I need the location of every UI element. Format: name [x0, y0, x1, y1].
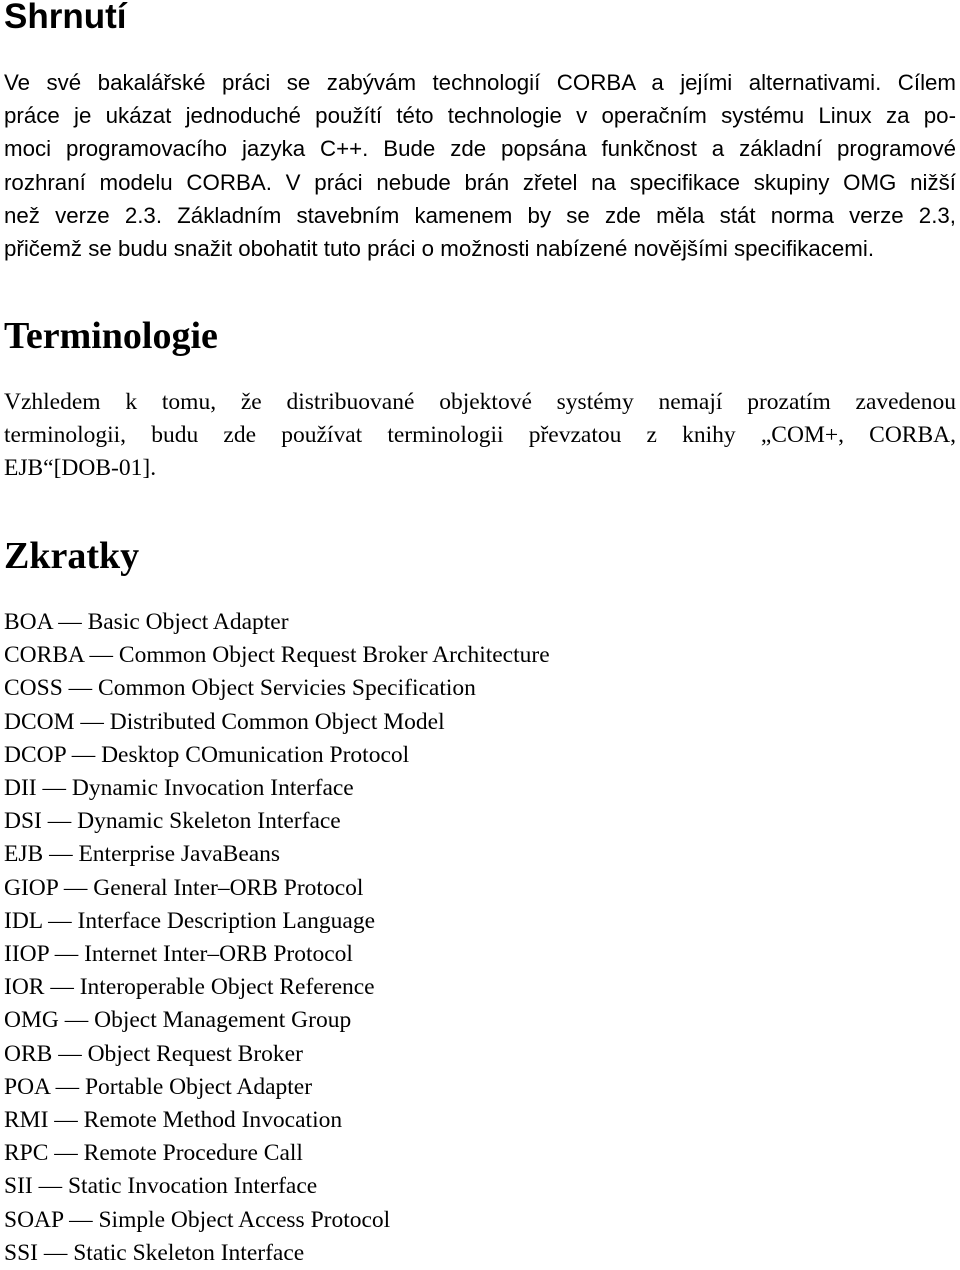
abbreviation-meaning: Interoperable Object Reference [79, 974, 375, 1001]
abbreviation-item [4, 639, 550, 672]
abbreviation-separator: — [63, 874, 88, 901]
summary-heading: Shrnutí [4, 0, 127, 36]
abbreviation-separator: — [89, 642, 114, 669]
abbreviation-term: IDL [4, 907, 43, 934]
abbreviation-separator: — [50, 974, 74, 1001]
abbreviation-item [4, 739, 550, 772]
abbreviation-meaning: Enterprise JavaBeans [78, 841, 281, 868]
abbreviation-meaning: General Inter–ORB Protocol [93, 874, 364, 901]
summary-line: práce je ukázat jednoduché použítí této technologie v operačním systému Linux za po- [4, 103, 956, 129]
abbreviation-separator: — [68, 675, 93, 702]
abbreviation-meaning: Common Object Servicies Specification [98, 675, 476, 702]
abbreviation-item [4, 1104, 550, 1137]
abbreviation-term: RPC [4, 1140, 49, 1167]
terminology-heading: Terminologie [4, 315, 218, 357]
abbreviation-item [4, 1071, 550, 1104]
abbreviation-separator: — [38, 1173, 63, 1200]
abbreviation-separator: — [71, 741, 96, 768]
abbreviation-meaning: Static Skeleton Interface [73, 1239, 305, 1266]
abbreviation-term: SOAP [4, 1206, 64, 1233]
abbreviation-item [4, 1038, 550, 1071]
abbreviation-item [4, 1004, 550, 1037]
abbreviation-item [4, 772, 550, 805]
abbreviation-term: BOA [4, 609, 53, 635]
abbreviation-separator: — [43, 1239, 68, 1266]
summary-line: než verze 2.3. Základním stavebním kamenem by se zde měla stát norma verze 2.3, [4, 202, 956, 228]
abbreviation-separator: — [54, 1140, 78, 1167]
abbreviation-term: COSS [4, 675, 63, 702]
abbreviation-term: DCOP [4, 741, 66, 768]
abbreviation-separator: — [42, 775, 66, 802]
abbreviation-item [4, 1237, 550, 1270]
abbreviation-term: DII [4, 775, 37, 802]
abbreviations-heading: Zkratky [4, 535, 140, 577]
abbreviation-meaning: Desktop COmunication Protocol [101, 741, 410, 768]
summary-line: přičemž se budu snažit obohatit tuto práci o možnosti nabízené novějšími specifikacemi. [4, 236, 875, 262]
abbreviation-separator: — [54, 941, 79, 968]
terminology-line: terminologii, budu zde používat terminologii převzatou z knihy „COM+, CORBA, [4, 422, 956, 449]
abbreviation-meaning: Interface Description Language [77, 907, 376, 934]
abbreviation-term: OMG [4, 1007, 59, 1034]
abbreviation-item [4, 838, 550, 871]
abbreviation-separator: — [48, 907, 72, 934]
abbreviation-term: SII [4, 1173, 33, 1200]
abbreviation-separator: — [69, 1206, 93, 1233]
abbreviation-term: SSI [4, 1239, 38, 1266]
abbreviation-meaning: Object Management Group [94, 1007, 352, 1034]
abbreviation-meaning: Static Invocation Interface [67, 1173, 318, 1200]
abbreviation-separator: — [47, 808, 72, 835]
abbreviation-meaning: Basic Object Adapter [87, 609, 289, 635]
terminology-line: EJB“[DOB-01]. [4, 455, 157, 482]
abbreviation-term: DSI [4, 808, 42, 835]
abbreviation-meaning: Object Request Broker [87, 1040, 303, 1067]
abbreviation-term: DCOM [4, 708, 75, 735]
abbreviation-meaning: Remote Procedure Call [83, 1140, 303, 1167]
terminology-paragraph [4, 386, 956, 486]
summary-line: Ve své bakalářské práci se zabývám technologií CORBA a jejími alternativami. Cílem [4, 70, 956, 95]
abbreviation-meaning: Portable Object Adapter [84, 1073, 313, 1100]
abbreviation-meaning: Simple Object Access Protocol [98, 1206, 391, 1233]
abbreviation-term: RMI [4, 1107, 49, 1134]
abbreviation-meaning: Common Object Request Broker Architecture [118, 642, 550, 669]
abbreviation-item [4, 672, 550, 705]
abbreviation-separator: — [49, 841, 73, 868]
abbreviation-separator: — [58, 609, 82, 635]
abbreviation-separator: — [55, 1073, 80, 1100]
abbreviation-separator: — [58, 1040, 82, 1067]
abbreviation-term: CORBA [4, 642, 84, 669]
summary-line: moci programovacího jazyka C++. Bude zde popsána funkčnost a základní programové [4, 136, 956, 162]
terminology-line: Vzhledem k tomu, že distribuované objektové systémy nemají prozatím zavedenou [4, 389, 956, 415]
abbreviation-item [4, 706, 550, 739]
abbreviation-separator: — [80, 708, 104, 735]
abbreviation-item [4, 805, 550, 838]
abbreviation-term: IOR [4, 974, 45, 1001]
abbreviation-meaning: Internet Inter–ORB Protocol [84, 941, 353, 968]
abbreviation-separator: — [54, 1107, 78, 1134]
summary-paragraph [4, 66, 956, 265]
abbreviation-term: POA [4, 1073, 50, 1100]
abbreviation-term: ORB [4, 1040, 53, 1067]
abbreviation-item [4, 905, 550, 938]
abbreviation-item [4, 872, 550, 905]
abbreviations-list [4, 606, 550, 1270]
abbreviation-term: IIOP [4, 941, 49, 968]
abbreviation-item [4, 1204, 550, 1237]
abbreviation-meaning: Remote Method Invocation [83, 1107, 343, 1134]
abbreviation-term: GIOP [4, 874, 58, 901]
abbreviation-item [4, 971, 550, 1004]
abbreviation-item [4, 1170, 550, 1203]
abbreviation-item [4, 938, 550, 971]
abbreviation-separator: — [64, 1007, 89, 1034]
abbreviation-meaning: Dynamic Skeleton Interface [77, 808, 341, 835]
summary-line: rozhraní modelu CORBA. V práci nebude brán zřetel na specifikace skupiny OMG nižší [4, 169, 956, 195]
abbreviation-meaning: Dynamic Invocation Interface [71, 775, 354, 802]
abbreviation-item [4, 1137, 550, 1170]
abbreviation-item [4, 606, 550, 639]
abbreviation-meaning: Distributed Common Object Model [109, 708, 445, 735]
abbreviation-term: EJB [4, 841, 44, 868]
